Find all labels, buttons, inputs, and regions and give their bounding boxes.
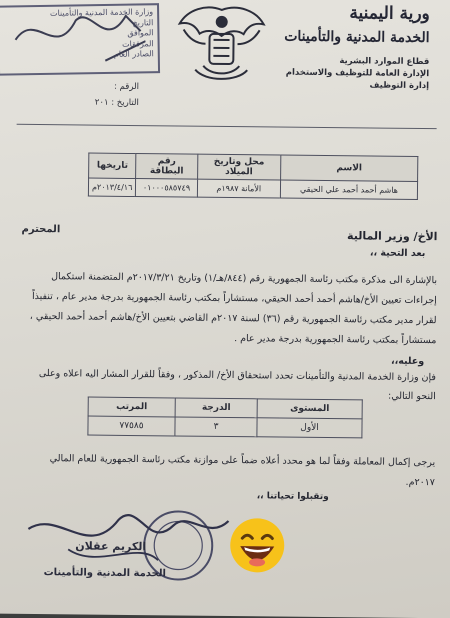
- department-lines: قطاع الموارد البشرية الإدارة العامة للتوظيف والاستخدام إدارة التوظيف: [285, 56, 430, 92]
- paragraph-2: فإن وزارة الخدمة المدنية والتأمينات تحدد استحقاق الأخ/ المذكور ، وفقاً للقرار المشار اليه اعلاه وعلى النحو التالي:: [38, 368, 437, 403]
- republic-title: ورية اليمنية: [349, 3, 430, 25]
- pen-scribble-icon: [0, 0, 146, 71]
- person-info-table: [88, 153, 418, 200]
- laughing-smiley-icon: [228, 516, 287, 575]
- and-it-line: وعليه،،: [390, 355, 425, 368]
- recipient-line: الأخ/ وزير المالية: [347, 229, 438, 244]
- signer-title: الخدمة المدنية والتأمينات: [43, 567, 167, 580]
- table-header-row: الاسم محل وتاريخ الميلاد رقم البطاقة تاريخها: [89, 153, 418, 181]
- paragraph-1: بالإشارة الى مذكرة مكتب رئاسة الجمهورية رقم (٨٤٤/هـ/١) وتاريخ ٢٠١٧/٣/٢١م المتضمنة استكمال إجراءات تعيين الأخ/هاشم أحمد أحمد الحيقي، مستشاراً بمكتب رئاسة الجمهورية بدرجة مدير عام ، تنفيذاً لقرار مدير مكتب رئاسة الجمهورية رقم (٣٦) لسنة ٢٠١٧م القاضي بتعيين الأخ/هاشم أحمد أحمد الحيقي ، مستشاراً بمكتب رئاسة الجمهورية بدرجة مدير عام .: [29, 271, 438, 347]
- table-header-row: المستوى الدرجة المرتب: [88, 397, 362, 419]
- reference-lines: الرقم : التاريخ : ٢٠١: [94, 81, 140, 109]
- eagle-emblem-icon: [175, 0, 268, 86]
- signature-block: [8, 509, 239, 591]
- honorific: المحترم: [21, 223, 61, 236]
- signer-name: الكريم عقلان: [75, 539, 147, 554]
- table-row: الأول ٣ ٧٧٥٨٥: [88, 416, 362, 438]
- stamp-box: وزارة الخدمة المدنية والتأمينات التاريخ الموافق المرفقات الصادر العام: [0, 3, 160, 76]
- incoming-stamp: [0, 0, 153, 109]
- ministry-title: الخدمة المدنية والتأمينات: [284, 28, 430, 47]
- header-rule: [17, 124, 437, 129]
- table-row: هاشم أحمد أحمد علي الحيقي الأمانة ١٩٨٧م ٠١٠٠٠٥٨٥٧٤٩ ٢٠١٣/٤/١٦م: [88, 178, 417, 199]
- paragraph-3: يرجى إكمال المعاملة وفقاً لما هو محدد أعلاه ضماً على موازنة مكتب رئاسة الجمهورية للعام المالي ٢٠١٧م.: [49, 453, 436, 489]
- greeting: بعد التحية ،،: [369, 247, 426, 260]
- closing-line: وتقبلوا تحياتنا ،،: [256, 491, 329, 503]
- letterhead-right: [279, 3, 430, 93]
- grade-table: [87, 397, 362, 439]
